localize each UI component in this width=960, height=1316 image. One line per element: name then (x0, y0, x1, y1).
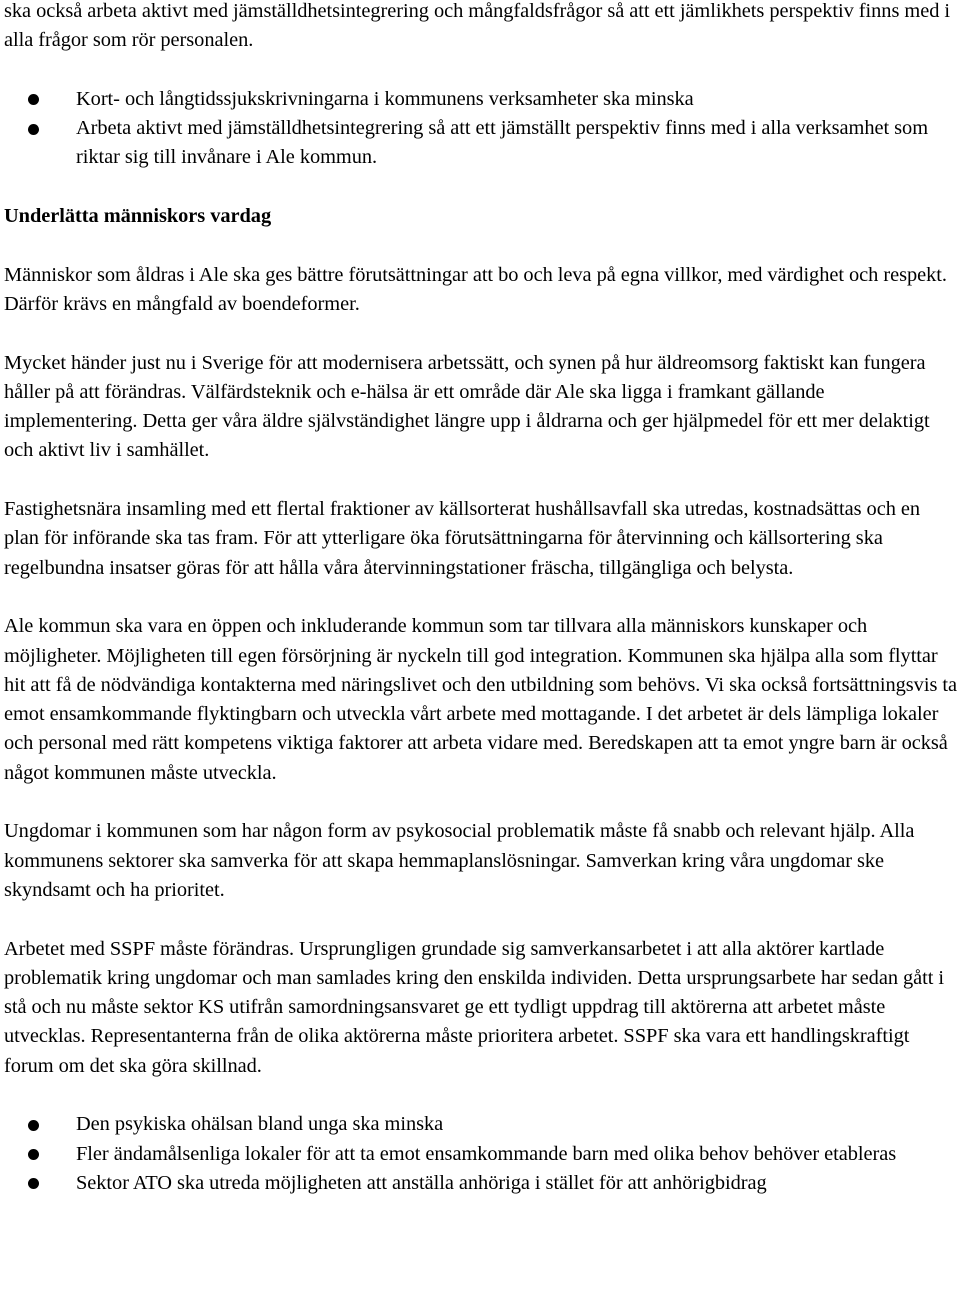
section-heading: Underlätta människors vardag (4, 205, 272, 228)
bullet-icon (28, 1178, 39, 1189)
bullet-list-bottom (4, 1110, 958, 1198)
bullet-icon (28, 94, 39, 105)
list-item-text: Den psykiska ohälsan bland unga ska minska (76, 1113, 444, 1136)
bullet-icon (28, 1149, 39, 1160)
bullet-list-top (4, 85, 958, 173)
bullet-icon (28, 124, 39, 135)
list-item (4, 1140, 958, 1169)
list-item-text: Kort- och långtidssjukskrivningarna i kommunens verksamheter ska minska (76, 87, 694, 110)
body-paragraph: Fastighetsnära insamling med ett flertal fraktioner av källsorterat hushållsavfall ska utredas, kostnadsättas och en plan för införande ska tas fram. För att ytterligare öka förutsättningarna för återvinning och källsortering ska regelbundna insatser göras för att hålla våra återvinningstationer fräscha, tillgängliga och belysta. (4, 498, 921, 579)
list-item-text: Fler ändamålsenliga lokaler för att ta emot ensamkommande barn med olika behov behöver etableras (76, 1142, 897, 1165)
body-paragraph: Mycket händer just nu i Sverige för att modernisera arbetssätt, och synen på hur äldreomsorg faktiskt kan fungera håller på att förändras. Välfärdsteknik och e-hälsa är ett område där Ale ska ligga i framkant gällande implementering. Detta ger våra äldre självständighet längre upp i åldrarna och ger hjälpmedel för ett mer delaktigt och aktivt liv i samhället. (4, 351, 930, 462)
list-item (4, 1169, 958, 1198)
body-paragraph: Människor som åldras i Ale ska ges bättre förutsättningar att bo och leva på egna villkor, med värdighet och respekt. Därför krävs en mångfald av boendeformer. (4, 263, 947, 315)
list-item (4, 85, 958, 114)
body-paragraph: Ungdomar i kommunen som har någon form av psykosocial problematik måste få snabb och relevant hjälp. Alla kommunens sektorer ska samverka för att skapa hemmaplanslösningar. Samverkan kring våra ungdomar ske skyndsamt och ha prioritet. (4, 820, 915, 901)
intro-paragraph: ska också arbeta aktivt med jämställdhetsintegrering och mångfaldsfrågor så att ett jämlikhets perspektiv finns med i alla frågor som rör personalen. (4, 0, 950, 52)
document-page (4, 0, 958, 1198)
list-item-text: Arbeta aktivt med jämställdhetsintegrering så att ett jämställt perspektiv finns med i alla verksamhet som riktar sig till invånare i Ale kommun. (76, 117, 929, 169)
list-item (4, 1110, 958, 1139)
list-item (4, 114, 958, 173)
bullet-icon (28, 1120, 39, 1131)
list-item-text: Sektor ATO ska utreda möjligheten att anställa anhöriga i stället för att anhörigbidrag (76, 1171, 767, 1194)
body-paragraph: Ale kommun ska vara en öppen och inkluderande kommun som tar tillvara alla människors kunskaper och möjligheter. Möjligheten till egen försörjning är nyckeln till god integration. Kommunen ska hjälpa alla som flyttar hit att få de nödvändiga kontakterna med näringslivet och den utbildning som behövs. Vi ska också fortsättningsvis ta emot ensamkommande flyktingbarn och utveckla vårt arbete med mottagande. I det arbetet är dels lämpliga lokaler och personal med rätt kompetens viktiga faktorer att arbeta vidare med. Beredskapen att ta emot yngre barn är också något kommunen måste utveckla. (4, 615, 957, 784)
body-paragraph: Arbetet med SSPF måste förändras. Ursprungligen grundade sig samverkansarbetet i att alla aktörer kartlade problematik kring ungdomar och man samlades kring den enskilda individen. Detta ursprungsarbete har sedan gått i stå och nu måste sektor KS utifrån samordningsansvaret ge ett tydligt uppdrag till aktörerna att arbetet måste utvecklas. Representanterna från de olika aktörerna måste prioritera arbetet. SSPF ska vara ett handlingskraftigt forum om det ska göra skillnad. (4, 937, 945, 1077)
